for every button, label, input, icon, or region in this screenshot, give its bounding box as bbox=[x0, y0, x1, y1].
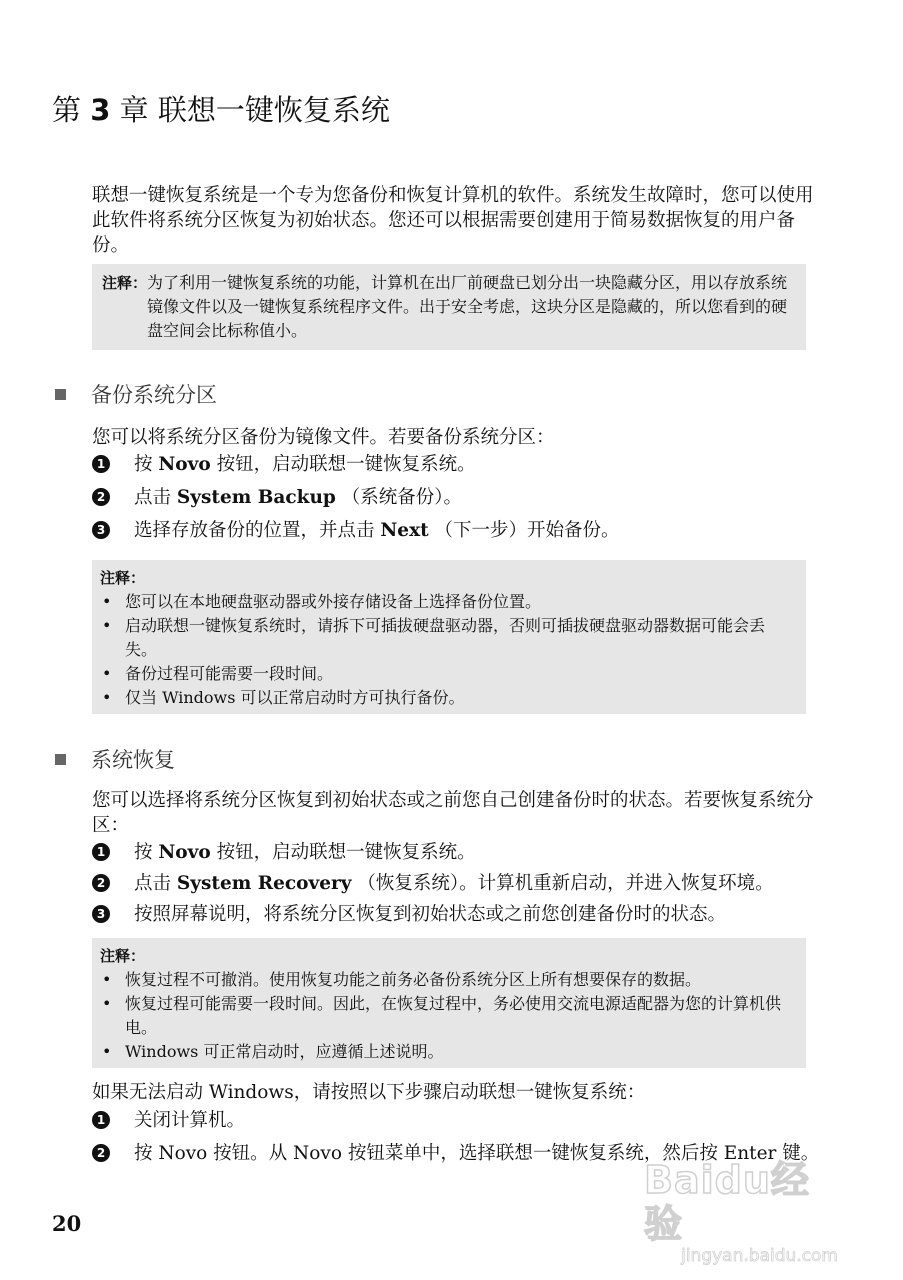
note-text: 为了利用一键恢复系统的功能，计算机在出厂前硬盘已划分出一块隐藏分区，用以存放系统镜像文件以及一键恢复系统程序文件。出于安全考虑，这块分区是隐藏的，所以您看到的硬盘空间会比标称值小。 bbox=[147, 273, 788, 340]
square-bullet-icon bbox=[55, 754, 66, 765]
step-number-icon: 2 bbox=[92, 488, 110, 506]
list-item: • 仅当 Windows 可以正常启动时方可执行备份。 bbox=[100, 686, 796, 710]
step-text: 按 Novo 按钮，启动联想一键恢复系统。 bbox=[134, 842, 476, 863]
list-item: • 您可以在本地硬盘驱动器或外接存储设备上选择备份位置。 bbox=[100, 590, 796, 614]
note-list bbox=[100, 590, 796, 710]
step-item bbox=[92, 452, 822, 477]
intro-paragraph: 联想一键恢复系统是一个专为您备份和恢复计算机的软件。系统发生故障时，您可以使用此软件将系统分区恢复为初始状态。您还可以根据需要创建用于简易数据恢复的用户备份。 bbox=[92, 185, 814, 256]
list-item: • 启动联想一键恢复系统时，请拆下可插拔硬盘驱动器，否则可插拔硬盘驱动器数据可能会丢失。 bbox=[100, 614, 796, 662]
step-text: 点击 System Recovery （恢复系统）。计算机重新启动，并进入恢复环境。 bbox=[134, 873, 774, 894]
list-item: • 恢复过程不可撤消。使用恢复功能之前务必备份系统分区上所有想要保存的数据。 bbox=[100, 968, 796, 992]
watermark-logo: Baidu经验 bbox=[644, 1158, 810, 1246]
watermark-url: jingyan.baidu.com bbox=[681, 1246, 838, 1266]
section-title: 备份系统分区 bbox=[91, 383, 217, 407]
step-text: 按照屏幕说明，将系统分区恢复到初始状态或之前您创建备份时的状态。 bbox=[134, 904, 727, 925]
step-number-icon: 1 bbox=[92, 1111, 110, 1129]
list-item: • 备份过程可能需要一段时间。 bbox=[100, 662, 796, 686]
note-backup bbox=[92, 560, 806, 714]
step-item bbox=[92, 518, 822, 543]
list-item: • 恢复过程可能需要一段时间。因此，在恢复过程中，务必使用交流电源适配器为您的计算机供电。 bbox=[100, 992, 796, 1040]
backup-intro: 您可以将系统分区备份为镜像文件。若要备份系统分区： bbox=[92, 427, 555, 448]
note-list bbox=[100, 968, 796, 1064]
step-number-icon: 3 bbox=[92, 905, 110, 923]
square-bullet-icon bbox=[55, 389, 66, 400]
backup-steps bbox=[92, 452, 822, 543]
step-text: 关闭计算机。 bbox=[134, 1110, 246, 1131]
step-text: 按 Novo 按钮。从 Novo 按钮菜单中，选择联想一键恢复系统，然后按 Enter 键。 bbox=[134, 1143, 820, 1164]
chapter-number: 3 bbox=[90, 93, 111, 127]
note-hidden-partition bbox=[92, 264, 806, 350]
section-heading-backup bbox=[55, 379, 217, 409]
chapter-prefix: 第 bbox=[52, 93, 91, 127]
restore-steps bbox=[92, 840, 822, 927]
note-label: 注释： bbox=[100, 569, 146, 587]
step-item bbox=[92, 840, 822, 865]
step-text: 选择存放备份的位置，并点击 Next （下一步）开始备份。 bbox=[134, 520, 620, 541]
restore-intro: 您可以选择将系统分区恢复到初始状态或之前您自己创建备份时的状态。若要恢复系统分区： bbox=[92, 790, 814, 836]
step-item bbox=[92, 902, 822, 927]
section-title: 系统恢复 bbox=[91, 748, 175, 772]
chapter-name: 章 联想一键恢复系统 bbox=[110, 93, 390, 127]
step-number-icon: 2 bbox=[92, 874, 110, 892]
list-item: • Windows 可正常启动时，应遵循上述说明。 bbox=[100, 1040, 796, 1064]
step-item bbox=[92, 871, 822, 896]
step-number-icon: 3 bbox=[92, 521, 110, 539]
step-number-icon: 1 bbox=[92, 843, 110, 861]
note-label: 注释： bbox=[100, 947, 146, 965]
step-text: 按 Novo 按钮，启动联想一键恢复系统。 bbox=[134, 454, 476, 475]
section-heading-restore bbox=[55, 744, 175, 774]
note-restore bbox=[92, 938, 806, 1068]
step-number-icon: 1 bbox=[92, 455, 110, 473]
note-label: 注释： bbox=[102, 274, 148, 292]
chapter-title bbox=[52, 88, 390, 129]
step-item bbox=[92, 1108, 822, 1133]
step-number-icon: 2 bbox=[92, 1144, 110, 1162]
page-number: 20 bbox=[52, 1211, 82, 1236]
fallback-intro: 如果无法启动 Windows，请按照以下步骤启动联想一键恢复系统： bbox=[92, 1082, 646, 1103]
step-text: 点击 System Backup （系统备份）。 bbox=[134, 487, 462, 508]
step-item bbox=[92, 485, 822, 510]
baidu-watermark bbox=[644, 1158, 844, 1266]
